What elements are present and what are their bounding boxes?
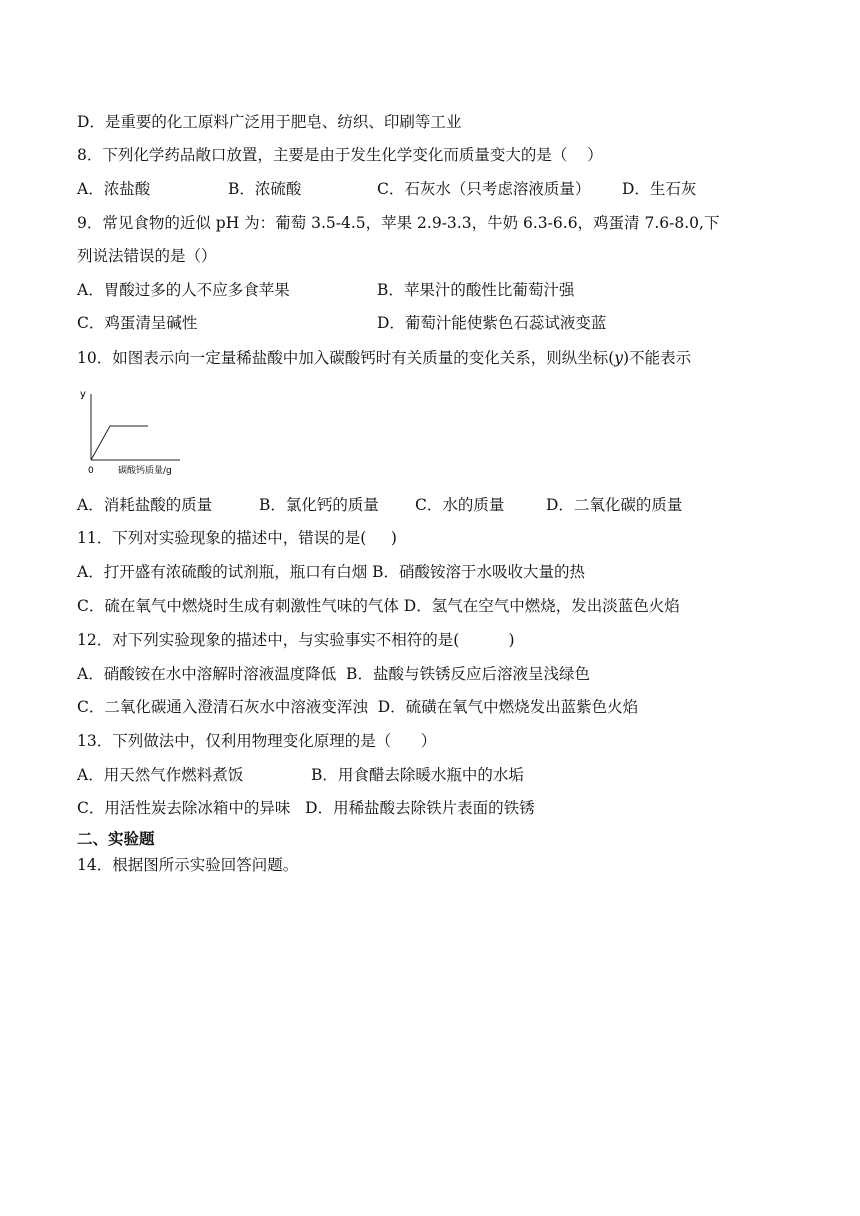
q11-options-line2: C．硫在氧气中燃烧时生成有刺激性气味的气体 D．氢气在空气中燃烧，发出淡蓝色火焰 xyxy=(77,597,680,615)
q13-options-line2: C．用活性炭去除冰箱中的异味 D．用稀盐酸去除铁片表面的铁锈 xyxy=(77,799,535,817)
q9-stem-line1: 9．常见食物的近似 pH 为：葡萄 3.5-4.5，苹果 2.9-3.3，牛奶 6.3-6.6，鸡蛋清 7.6-8.0,下 xyxy=(77,214,720,232)
y-axis-label: y xyxy=(80,389,86,400)
q12-options-line2: C．二氧化碳通入澄清石灰水中溶液变浑浊 D．硫磺在氧气中燃烧发出蓝紫色火焰 xyxy=(77,698,639,716)
q8-option-b: B．浓硫酸 xyxy=(228,180,302,198)
q9-stem-line2: 列说法错误的是（） xyxy=(77,247,217,265)
q14-stem: 14．根据图所示实验回答问题。 xyxy=(77,856,299,874)
q11-stem: 11．下列对实验现象的描述中，错误的是( ) xyxy=(77,529,397,547)
q7-option-d: D．是重要的化工原料广泛用于肥皂、纺织、印刷等工业 xyxy=(77,113,462,131)
q13-option-a: A．用天然气作燃料煮饭 xyxy=(77,766,244,784)
q10-option-a: A．消耗盐酸的质量 xyxy=(77,496,213,514)
q13-option-b: B．用食醋去除暖水瓶中的水垢 xyxy=(311,766,524,784)
q8-option-a: A．浓盐酸 xyxy=(77,180,151,198)
q12-options-line1: A．硝酸铵在水中溶解时溶液温度降低 B．盐酸与铁锈反应后溶液呈浅绿色 xyxy=(77,665,590,683)
q10-option-d: D．二氧化碳的质量 xyxy=(546,496,683,514)
q10-option-c: C．水的质量 xyxy=(415,496,505,514)
q9-option-c: C．鸡蛋清呈碱性 xyxy=(77,314,198,332)
x-axis-label: 碳酸钙质量/g xyxy=(118,466,172,476)
q10-option-b: B．氯化钙的质量 xyxy=(259,496,379,514)
section-title: 二、实验题 xyxy=(77,830,155,848)
q9-option-d: D．葡萄汁能使紫色石蕊试液变蓝 xyxy=(377,314,607,332)
q10-stem: 10．如图表示向一定量稀盐酸中加入碳酸钙时有关质量的变化关系，则纵坐标(𝑦)不能表示 xyxy=(77,349,692,367)
q13-stem: 13．下列做法中，仅利用物理变化原理的是（ ） xyxy=(77,732,437,750)
q12-stem: 12．对下列实验现象的描述中，与实验事实不相符的是( ) xyxy=(77,631,515,649)
q11-options-line1: A．打开盛有浓硫酸的试剂瓶，瓶口有白烟 B．硝酸铵溶于水吸收大量的热 xyxy=(77,563,586,581)
q8-stem: 8．下列化学药品敞口放置，主要是由于发生化学变化而质量变大的是（ ） xyxy=(77,146,603,164)
q8-option-c: C．石灰水（只考虑溶液质量） xyxy=(377,180,591,198)
origin-label: 0 xyxy=(88,466,94,476)
graph-curve xyxy=(91,426,148,460)
q9-option-b: B．苹果汁的酸性比葡萄汁强 xyxy=(377,281,575,299)
q10-graph xyxy=(78,384,198,480)
q9-option-a: A．胃酸过多的人不应多食苹果 xyxy=(77,281,290,299)
q8-option-d: D．生石灰 xyxy=(622,180,697,198)
